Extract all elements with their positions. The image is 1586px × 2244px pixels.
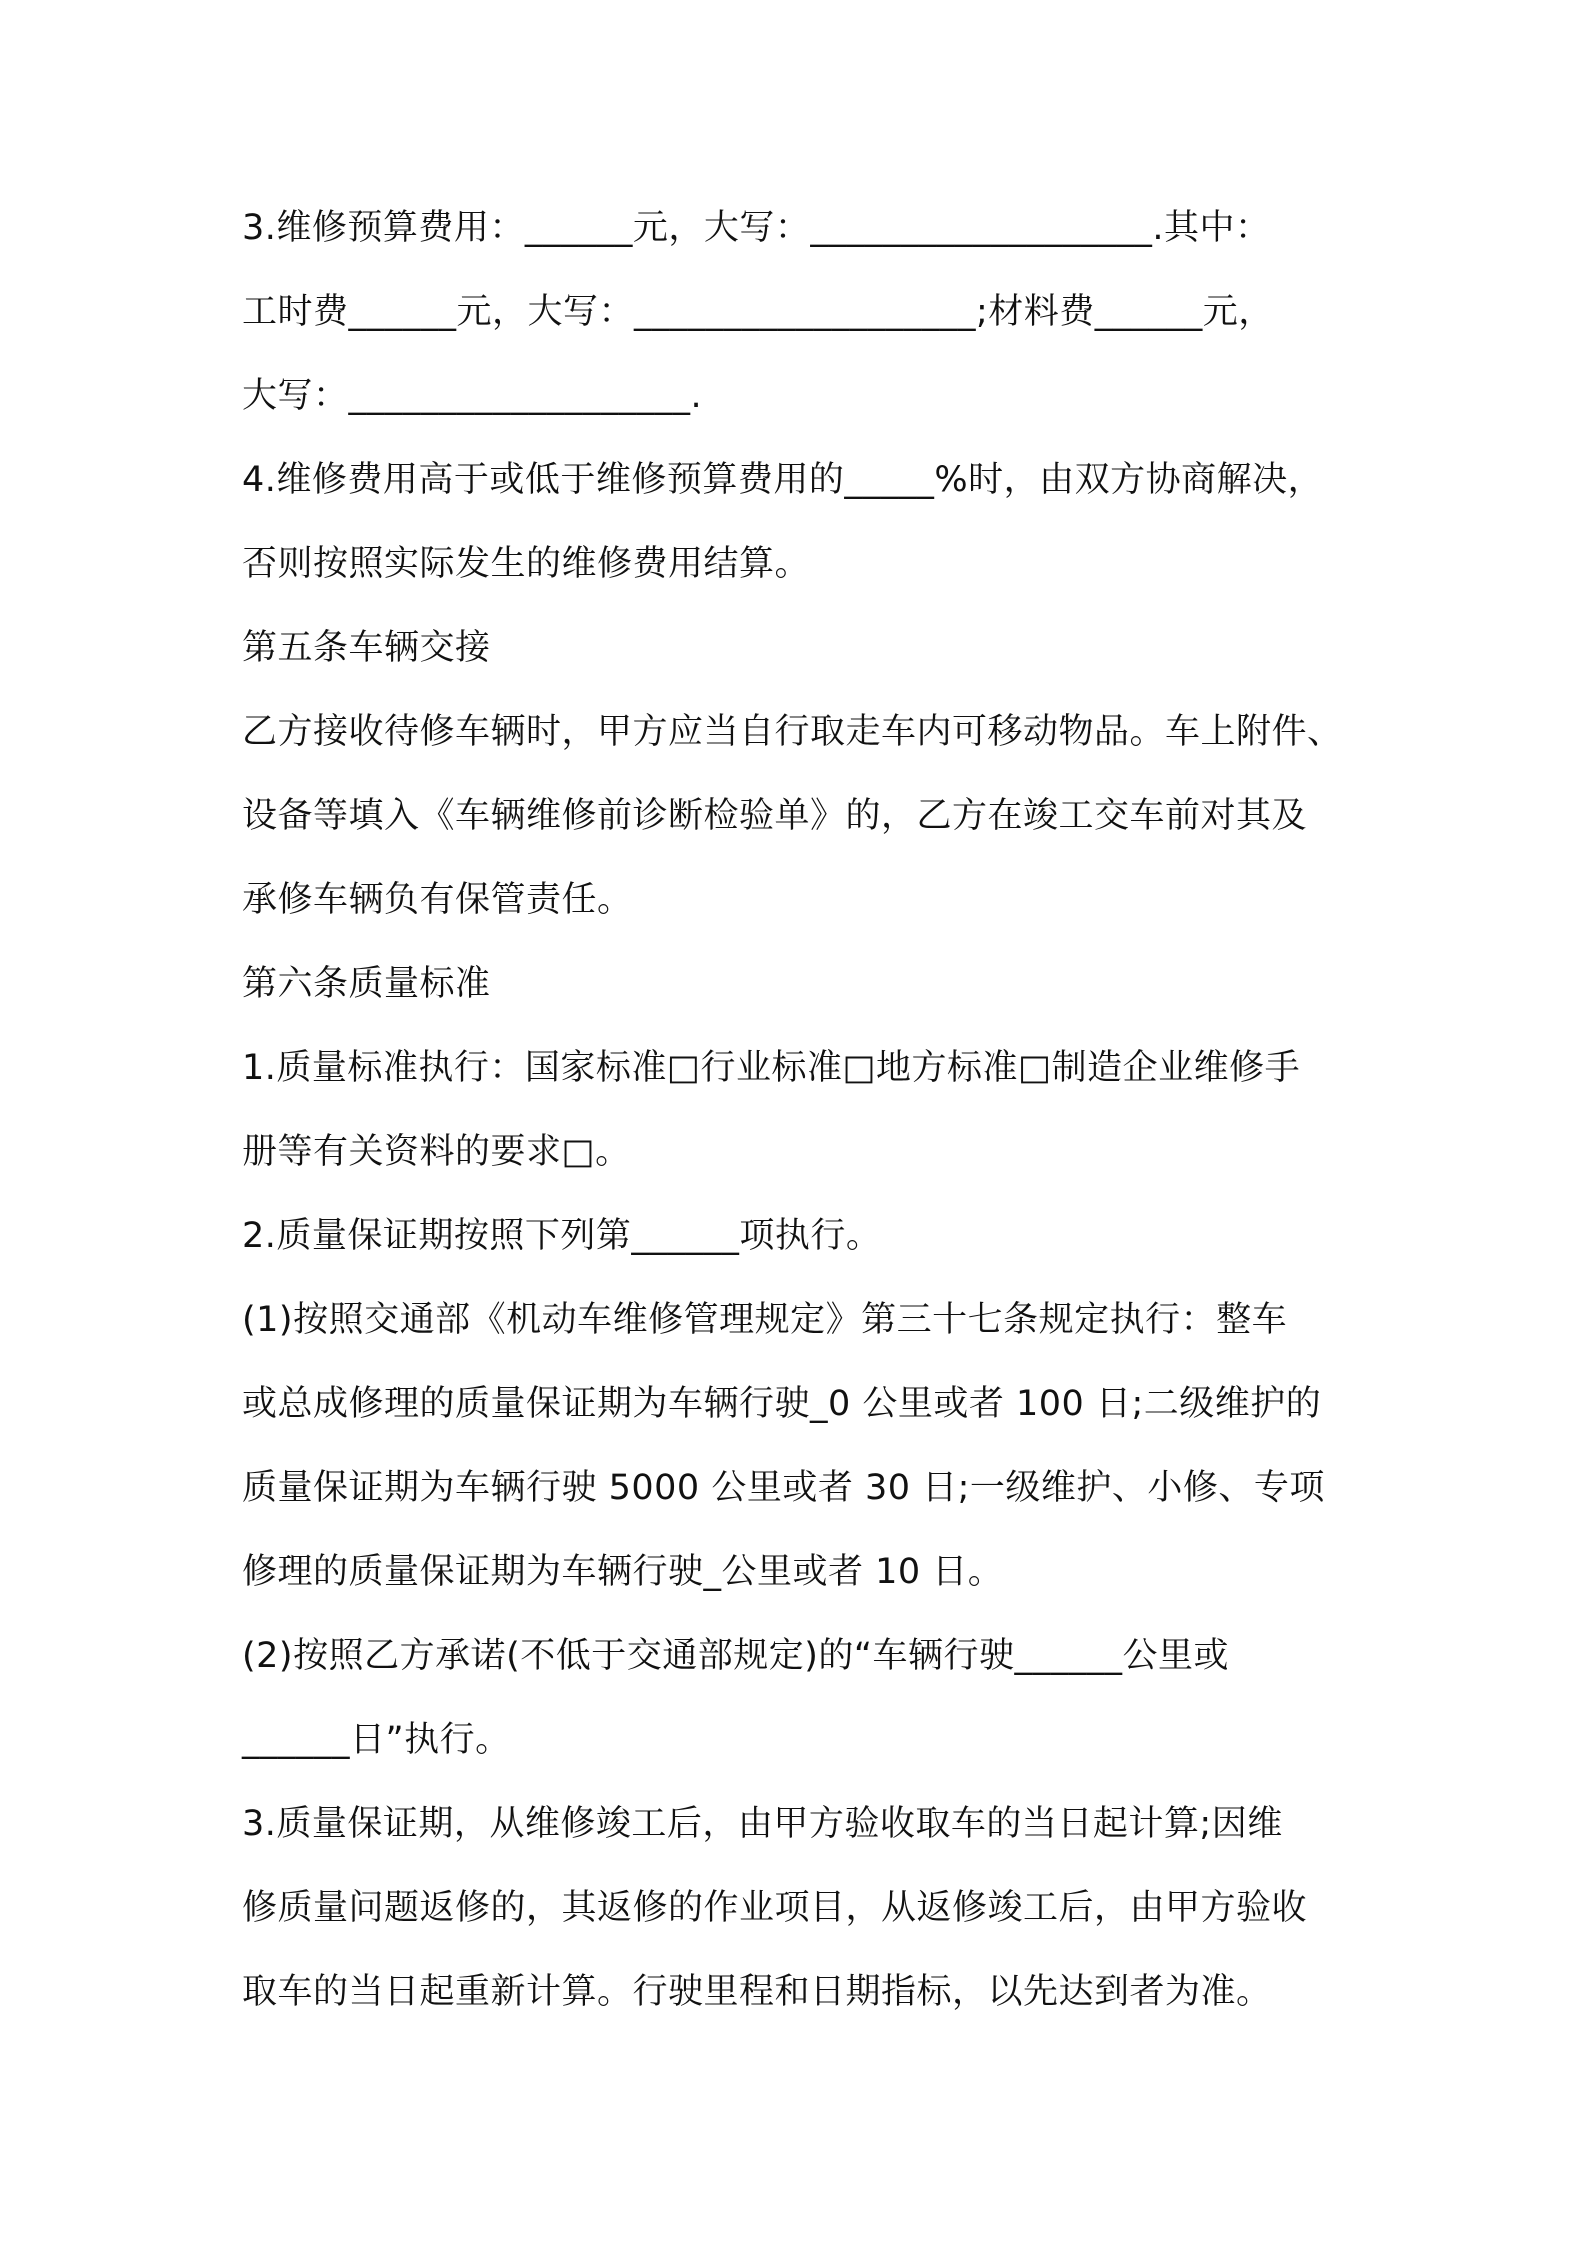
quality-standard-line-2: 册等有关资料的要求□。 bbox=[242, 1132, 631, 1172]
article-six-heading: 第六条质量标准 bbox=[242, 964, 491, 1004]
warranty-option-1-line-3: 质量保证期为车辆行驶 5000 公里或者 30 日;一级维护、小修、专项 bbox=[242, 1468, 1325, 1508]
warranty-period-option-line: 2.质量保证期按照下列第______项执行。 bbox=[242, 1216, 882, 1256]
vehicle-handover-paragraph-line-1: 乙方接收待修车辆时，甲方应当自行取走车内可移动物品。车上附件、 bbox=[242, 712, 1343, 752]
warranty-calculation-line-3: 取车的当日起重新计算。行驶里程和日期指标，以先达到者为准。 bbox=[242, 1972, 1272, 2012]
material-cost-uppercase-line: 大写：___________________. bbox=[242, 376, 703, 416]
warranty-option-1-line-4: 修理的质量保证期为车辆行驶_公里或者 10 日。 bbox=[242, 1552, 1004, 1592]
cost-deviation-line: 4.维修费用高于或低于维修预算费用的_____%时，由双方协商解决， bbox=[242, 460, 1324, 500]
quality-standard-line-1: 1.质量标准执行：国家标准□行业标准□地方标准□制造企业维修手 bbox=[242, 1048, 1301, 1088]
vehicle-handover-paragraph-line-2: 设备等填入《车辆维修前诊断检验单》的，乙方在竣工交车前对其及 bbox=[242, 796, 1308, 836]
budget-cost-line: 3.维修预算费用：______元，大写：___________________.其中： bbox=[242, 208, 1271, 248]
cost-settlement-line: 否则按照实际发生的维修费用结算。 bbox=[242, 544, 811, 584]
vehicle-handover-paragraph-line-3: 承修车辆负有保管责任。 bbox=[242, 880, 633, 920]
warranty-calculation-line-1: 3.质量保证期，从维修竣工后，由甲方验收取车的当日起计算;因维 bbox=[242, 1804, 1283, 1844]
warranty-calculation-line-2: 修质量问题返修的，其返修的作业项目，从返修竣工后，由甲方验收 bbox=[242, 1888, 1308, 1928]
warranty-option-1-line-1: (1)按照交通部《机动车维修管理规定》第三十七条规定执行：整车 bbox=[242, 1300, 1288, 1340]
warranty-option-2-line-1: (2)按照乙方承诺(不低于交通部规定)的“车辆行驶______公里或 bbox=[242, 1636, 1230, 1676]
article-five-heading: 第五条车辆交接 bbox=[242, 628, 491, 668]
warranty-option-1-line-2: 或总成修理的质量保证期为车辆行驶_0 公里或者 100 日;二级维护的 bbox=[242, 1384, 1322, 1424]
labor-material-cost-line: 工时费______元，大写：___________________;材料费______元， bbox=[242, 292, 1274, 332]
warranty-option-2-line-2: ______日”执行。 bbox=[242, 1720, 511, 1760]
